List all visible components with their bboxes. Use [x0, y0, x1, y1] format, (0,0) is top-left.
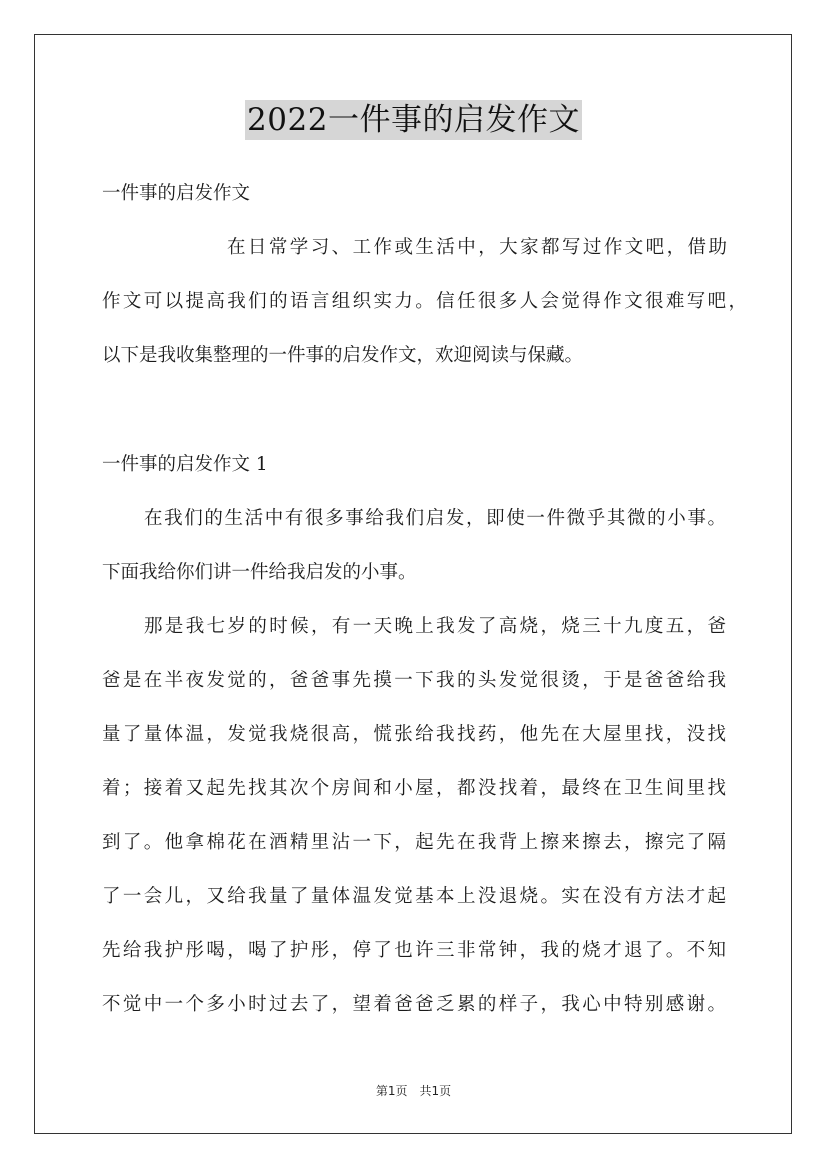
title-block [0, 100, 827, 140]
page-number: 第1页 共1页 [375, 1084, 452, 1098]
document-title[interactable]: 2022一件事的启发作文 [247, 102, 580, 138]
paragraph2-line-5: 到了。他拿棉花在酒精里沾一下，起先在我背上擦来擦去，擦完了隔 [102, 832, 726, 853]
intro-line-3: 以下是我收集整理的一件事的启发作文，欢迎阅读与保藏。 [102, 345, 584, 366]
paragraph2-line-1: 那是我七岁的时候，有一天晚上我发了高烧，烧三十九度五，爸 [144, 616, 726, 637]
paragraph2-line-2: 爸是在半夜发觉的，爸爸事先摸一下我的头发觉很烫，于是爸爸给我 [102, 670, 726, 691]
paragraph1-line-2: 下面我给你们讲一件给我启发的小事。 [102, 562, 417, 583]
paragraph1-line-1: 在我们的生活中有很多事给我们启发，即使一件微乎其微的小事。 [144, 508, 726, 529]
paragraph2-line-8: 不觉中一个多小时过去了，望着爸爸乏累的样子，我心中特别感谢。 [102, 994, 726, 1015]
paragraph2-line-7: 先给我护彤喝，喝了护彤，停了也许三非常钟，我的烧才退了。不知 [102, 940, 726, 961]
document-subtitle: 一件事的启发作文 [102, 183, 251, 204]
paragraph2-line-3: 量了量体温，发觉我烧很高，慌张给我找药，他先在大屋里找，没找 [102, 724, 726, 745]
section-heading: 一件事的启发作文 1 [102, 454, 268, 475]
paragraph2-line-6: 了一会儿，又给我量了量体温发觉基本上没退烧。实在没有方法才起 [102, 886, 726, 907]
intro-line-1: 在日常学习、工作或生活中，大家都写过作文吧，借助 [227, 237, 727, 258]
intro-line-2: 作文可以提高我们的语言组织实力。信任很多人会觉得作文很难写吧， [102, 291, 747, 312]
paragraph2-line-4: 着；接着又起先找其次个房间和小屋，都没找着，最终在卫生间里找 [102, 778, 726, 799]
